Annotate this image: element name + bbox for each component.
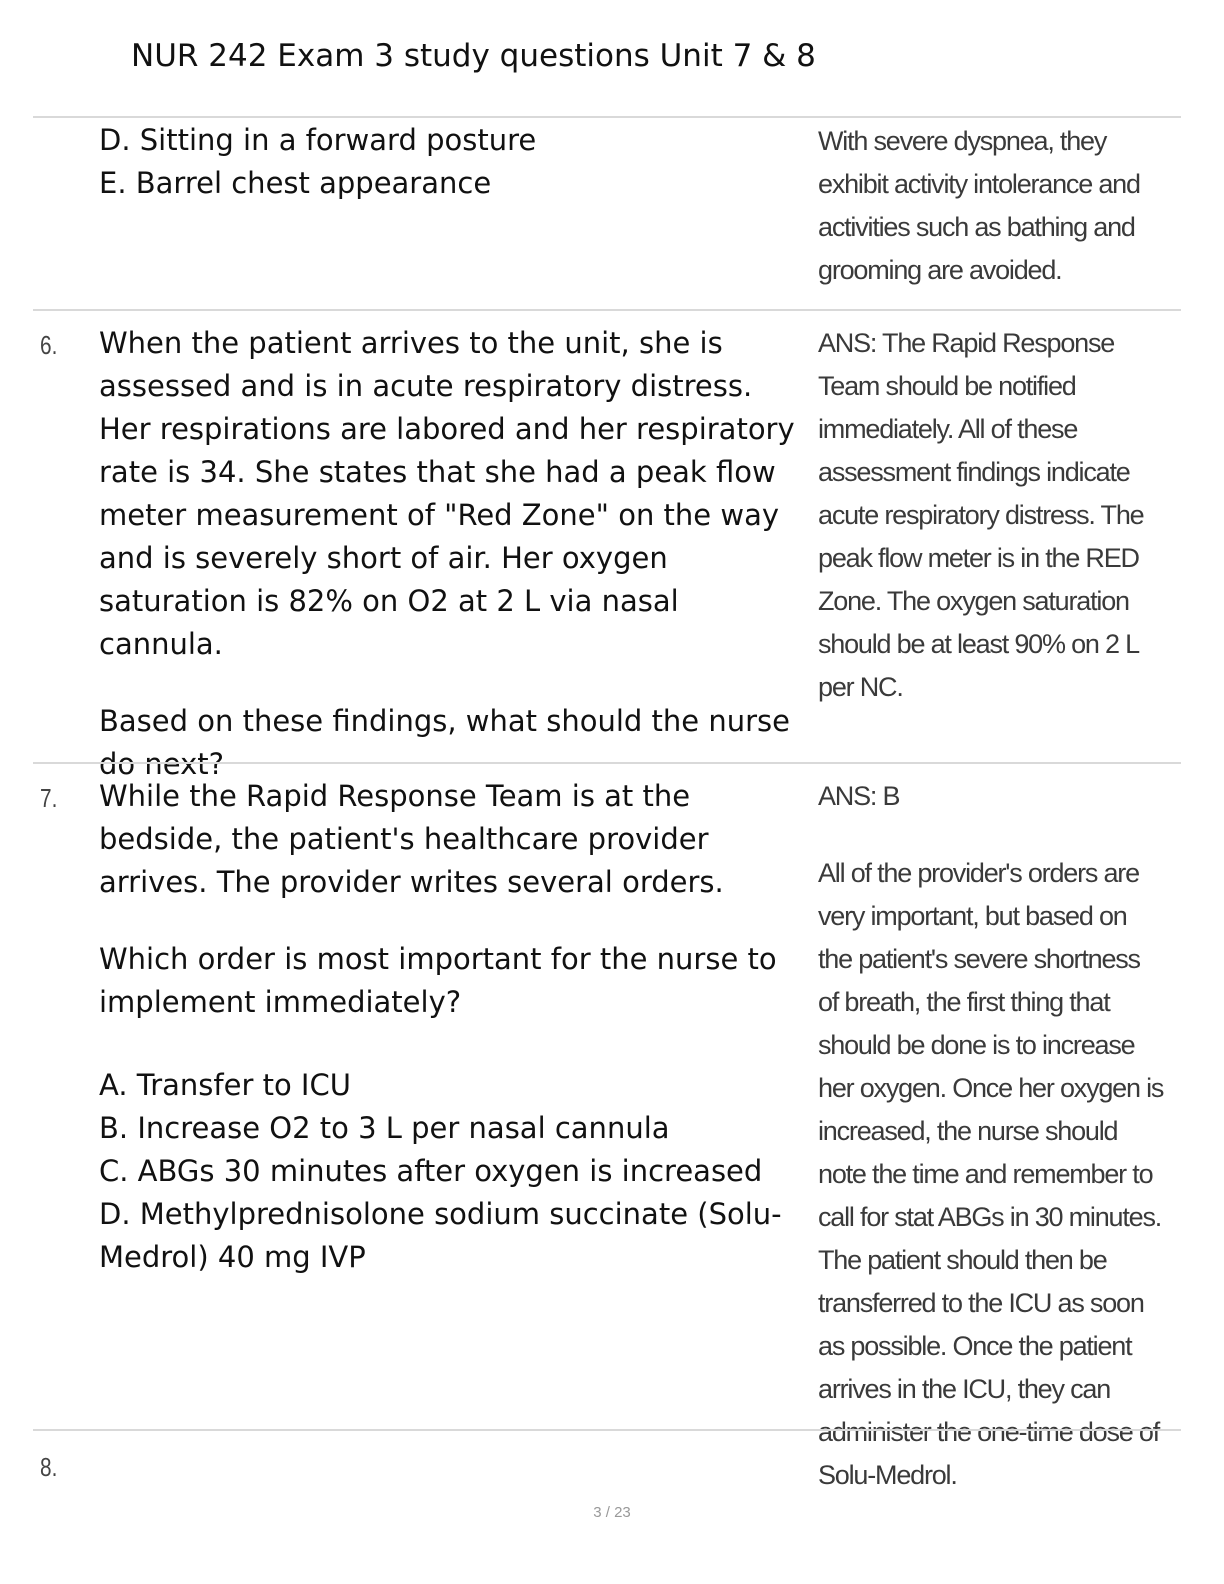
answer-rationale-6: ANS: The Rapid Response Team should be notified immediately. All of these assessment findings indicate acute respiratory distress. The peak flow meter is in the RED Zone. The oxygen saturation should be at least 90% on 2 L per NC. (818, 328, 1144, 702)
question-number-7: 7. (40, 783, 58, 813)
divider (33, 1429, 1181, 1431)
question-7-stem: While the Rapid Response Team is at the bedside, the patient's healthcare provider arrives. The provider writes several orders. (99, 779, 724, 899)
question-7-prompt: Which order is most important for the nurse to implement immediately? (99, 942, 777, 1019)
question-6-stem: When the patient arrives to the unit, she is assessed and is in acute respiratory distress. Her respirations are labored and her respiratory rate is 34. She states that she had a peak flow meter measurement of "Red Zone" on the way and is severely short of air. Her oxygen saturation is 82% on O2 at 2 L via nasal cannula. (99, 326, 795, 661)
option-b: B. Increase O2 to 3 L per nasal cannula (99, 1111, 670, 1145)
question-6 (99, 322, 811, 786)
document-title: NUR 242 Exam 3 study questions Unit 7 & 8 (131, 38, 816, 74)
option-d: D. Sitting in a forward posture (99, 123, 537, 157)
divider (33, 762, 1181, 764)
page-number: 3 / 23 (593, 1504, 631, 1521)
option-a: A. Transfer to ICU (99, 1068, 351, 1102)
option-c: C. ABGs 30 minutes after oxygen is increased (99, 1154, 763, 1188)
divider (33, 116, 1181, 118)
question-options-continued (99, 119, 811, 205)
question-number-8: 8. (40, 1452, 58, 1482)
question-number-6: 6. (40, 330, 58, 360)
answer-rationale-5: With severe dyspnea, they exhibit activity intolerance and activities such as bathing and grooming are avoided. (818, 126, 1140, 285)
question-6-prompt: Based on these findings, what should the nurse do next? (99, 704, 790, 781)
option-e: E. Barrel chest appearance (99, 166, 492, 200)
option-d: D. Methylprednisolone sodium succinate (Solu-Medrol) 40 mg IVP (99, 1197, 782, 1274)
answer-key-7: ANS: B (818, 781, 900, 811)
answer-rationale-7: ANS: B All of the provider's orders are very important, but based on the patient's severe shortness of breath, the first thing that should be done is to increase her oxygen. Once her oxygen is increased, the nurse should note the time and remember to call for stat ABGs in 30 minutes. The patient should then be transferred to the ICU as soon as possible. Once the patient arrives in the ICU, they can administer the one-time dose of Solu-Medrol. (818, 775, 1165, 1497)
question-7 (99, 775, 811, 1279)
divider (33, 309, 1181, 311)
